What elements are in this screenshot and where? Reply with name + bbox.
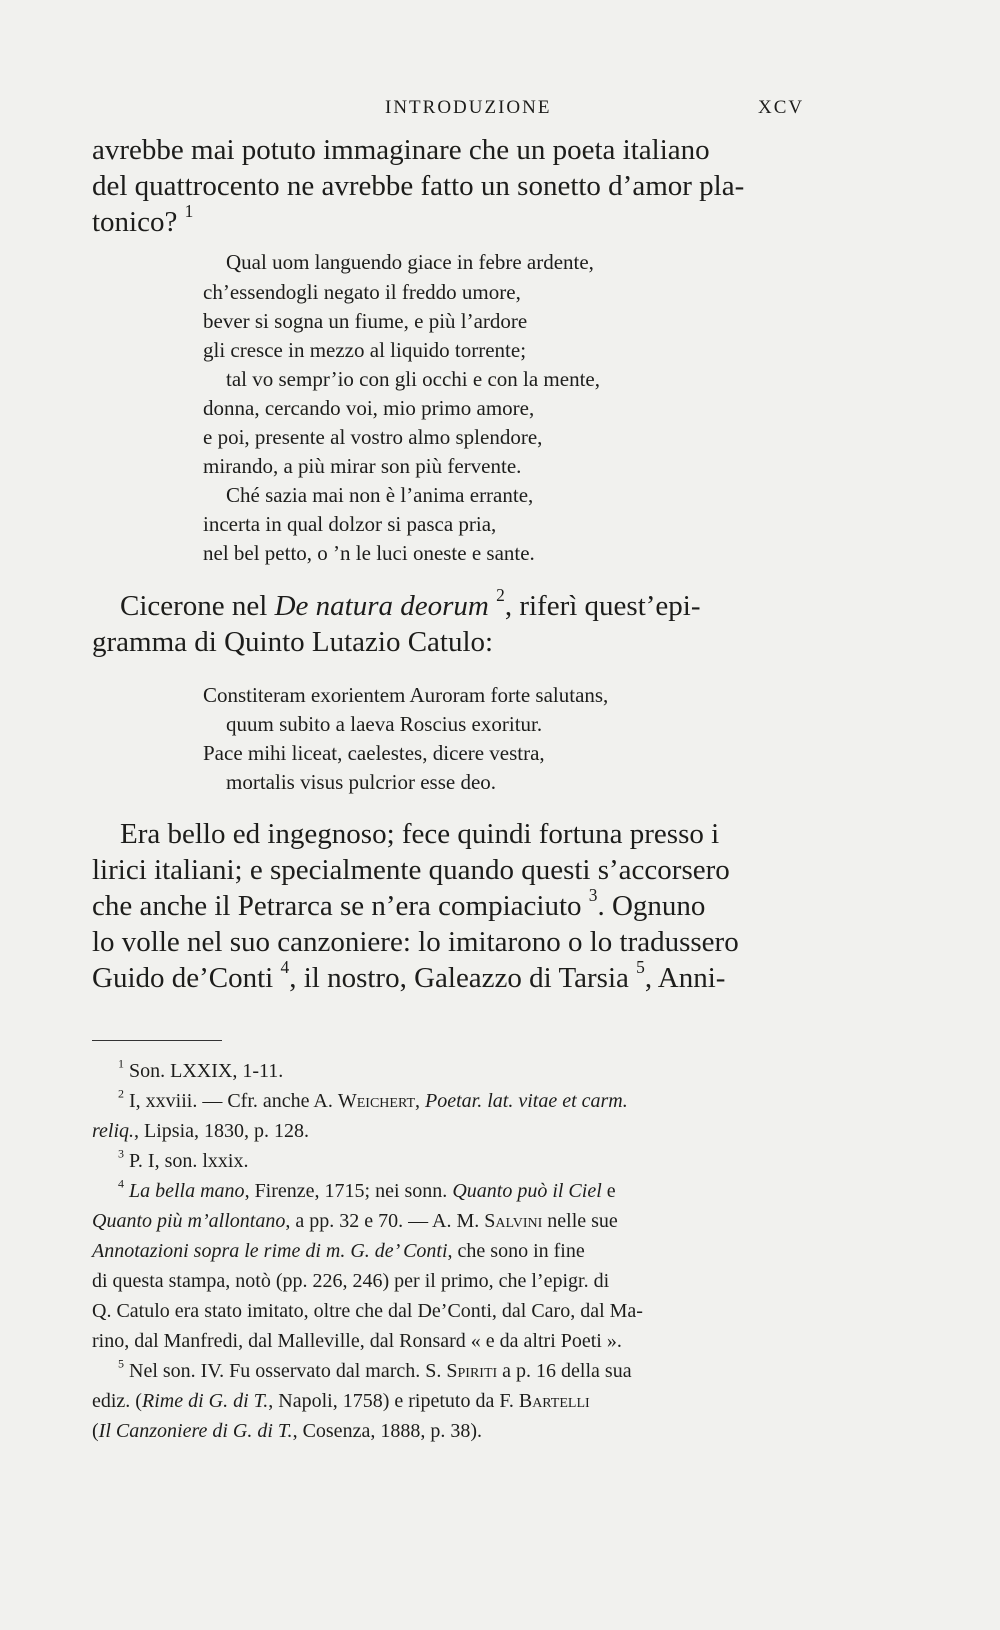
page-number: XCV bbox=[758, 97, 805, 118]
footnote-continuation: ediz. (Rime di G. di T., Napoli, 1758) e ripetuto da F. Bartelli bbox=[92, 1390, 590, 1412]
footnote-ref: 4 bbox=[280, 957, 290, 978]
text-line: Guido de’Conti $^4$, il nostro, Galeazzo di Tarsia $^5$, Anni- bbox=[92, 957, 726, 994]
text-line: Cicerone nel De natura deorum $^2$, riferì quest’epi- bbox=[120, 585, 701, 622]
verse-line: Qual uom languendo giace in febre ardente, bbox=[226, 250, 594, 274]
footnote-divider bbox=[92, 1040, 222, 1041]
footnote-continuation: rino, dal Manfredi, dal Malleville, dal Ronsard « e da altri Poeti ». bbox=[92, 1330, 622, 1352]
verse-line: bever si sogna un fiume, e più l’ardore bbox=[203, 309, 528, 333]
footnote-ref: 3 bbox=[588, 885, 598, 906]
verse-line: Pace mihi liceat, caelestes, dicere vestra, bbox=[203, 741, 545, 765]
text-line: avrebbe mai potuto immaginare che un poeta italiano bbox=[92, 134, 710, 166]
footnote-continuation: reliq., Lipsia, 1830, p. 128. bbox=[92, 1120, 310, 1142]
footnote: $^3$ P. I, son. lxxix. bbox=[118, 1146, 249, 1172]
footnote-continuation: Quanto più m’allontano, a pp. 32 e 70. — A. M. Salvini nelle sue bbox=[92, 1210, 618, 1232]
text-line: tonico? $^1$ bbox=[92, 201, 194, 238]
text-line: che anche il Petrarca se n’era compiaciuto $^3$. Ognuno bbox=[92, 885, 706, 922]
verse-line: mortalis visus pulcrior esse deo. bbox=[226, 770, 497, 794]
verse-line: mirando, a più mirar son più fervente. bbox=[203, 454, 522, 478]
footnote-continuation: Annotazioni sopra le rime di m. G. de’ Conti, che sono in fine bbox=[92, 1240, 585, 1262]
verse-line: gli cresce in mezzo al liquido torrente; bbox=[203, 338, 527, 362]
running-header bbox=[0, 97, 1000, 121]
text-line: Era bello ed ingegnoso; fece quindi fortuna presso i bbox=[120, 818, 720, 850]
verse-line: quum subito a laeva Roscius exoritur. bbox=[226, 712, 543, 736]
text-line: lirici italiani; e specialmente quando questi s’accorsero bbox=[92, 854, 730, 886]
text-line: lo volle nel suo canzoniere: lo imitarono o lo tradussero bbox=[92, 926, 739, 958]
verse-line: tal vo sempr’io con gli occhi e con la mente, bbox=[226, 367, 600, 391]
verse-line: donna, cercando voi, mio primo amore, bbox=[203, 396, 535, 420]
text-line: gramma di Quinto Lutazio Catulo: bbox=[92, 626, 494, 658]
verse-line: ch’essendogli negato il freddo umore, bbox=[203, 280, 521, 304]
verse-line: Constiteram exorientem Auroram forte salutans, bbox=[203, 683, 609, 707]
footnote: $^2$ I, xxviii. — Cfr. anche A. Weichert, Poetar. lat. vitae et carm. bbox=[118, 1086, 628, 1112]
verse-line: Ché sazia mai non è l’anima errante, bbox=[226, 483, 534, 507]
running-title: INTRODUZIONE bbox=[385, 97, 552, 118]
verse-line: e poi, presente al vostro almo splendore, bbox=[203, 425, 543, 449]
footnote-continuation: (Il Canzoniere di G. di T., Cosenza, 1888, p. 38). bbox=[92, 1420, 482, 1442]
footnote-ref: 2 bbox=[496, 585, 505, 606]
footnote-ref: 5 bbox=[636, 957, 645, 978]
text-line: del quattrocento ne avrebbe fatto un sonetto d’amor pla- bbox=[92, 170, 745, 202]
footnote-ref: 1 bbox=[184, 201, 194, 222]
footnote: $^4$ La bella mano, Firenze, 1715; nei sonn. Quanto può il Ciel e bbox=[118, 1176, 616, 1202]
verse-line: nel bel petto, o ’n le luci oneste e sante. bbox=[203, 541, 535, 565]
footnote-continuation: di questa stampa, notò (pp. 226, 246) per il primo, che l’epigr. di bbox=[92, 1270, 610, 1292]
footnote: $^1$ Son. LXXIX, 1-11. bbox=[118, 1056, 284, 1082]
footnote-continuation: Q. Catulo era stato imitato, oltre che dal De’Conti, dal Caro, dal Ma- bbox=[92, 1300, 643, 1322]
work-title: De natura deorum bbox=[274, 590, 489, 622]
footnote: $^5$ Nel son. IV. Fu osservato dal march. S. Spiriti a p. 16 della sua bbox=[118, 1356, 632, 1382]
verse-line: incerta in qual dolzor si pasca pria, bbox=[203, 512, 497, 536]
